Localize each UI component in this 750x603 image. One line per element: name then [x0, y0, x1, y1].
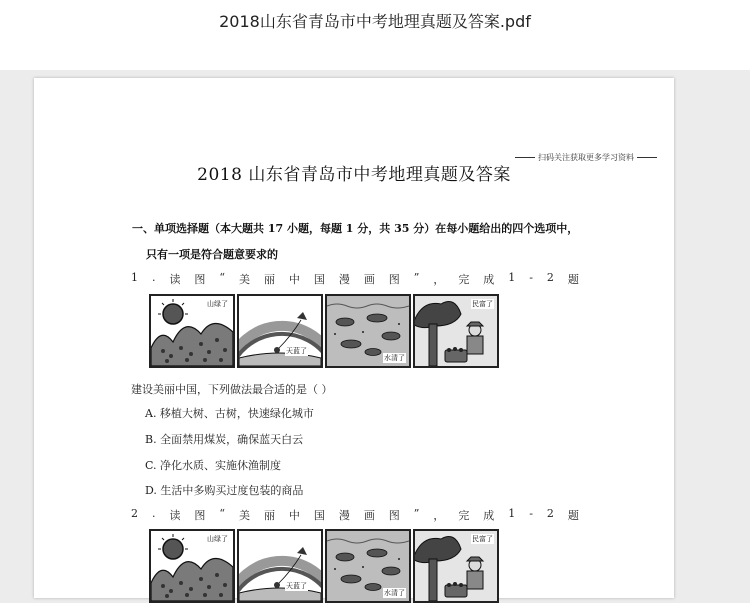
prompt-char: 2: [131, 507, 138, 520]
prompt-char: ”: [413, 271, 420, 284]
comic-caption: 水清了: [384, 354, 405, 362]
prompt-char: “: [219, 507, 225, 520]
comic-caption: 山绿了: [207, 300, 228, 308]
prompt-char: 成: [483, 273, 495, 286]
prompt-char: 画: [363, 273, 375, 286]
prompt-char: 美: [238, 509, 250, 522]
prompt-char: 读: [169, 509, 181, 522]
prompt-char: 美: [238, 273, 250, 286]
viewer-header: [0, 0, 750, 70]
comic-panel: [325, 294, 411, 368]
prompt-char: 丽: [263, 273, 275, 286]
section-heading-continued: 只有一项是符合题意要求的: [146, 248, 278, 261]
section-heading: 一、单项选择题（本大题共 17 小题，每题 1 分，共 35 分）在每小题给出的四个选项中，: [132, 222, 579, 235]
option-c: C. 净化水质、实施休渔制度: [145, 459, 282, 472]
prompt-char: “: [219, 271, 225, 284]
prompt-char: ，: [433, 273, 445, 286]
comic-strip-2: [149, 529, 499, 603]
prompt-char: -: [529, 271, 533, 284]
prompt-char: 国: [313, 273, 325, 286]
comic-caption: 水清了: [384, 589, 405, 597]
comic-caption: 民富了: [472, 300, 493, 308]
option-a: A. 移植大树、古树，快速绿化城市: [145, 407, 314, 420]
prompt-char: .: [151, 507, 156, 520]
prompt-char: 图: [194, 273, 206, 286]
comic-panel: [413, 529, 499, 603]
prompt-char: 1: [131, 271, 138, 284]
prompt-char: 漫: [338, 509, 350, 522]
prompt-char: 题: [567, 509, 579, 522]
prompt-char: ，: [433, 509, 445, 522]
prompt-char: 中: [288, 273, 300, 286]
document-title: 2018 山东省青岛市中考地理真题及答案: [197, 165, 511, 185]
prompt-char: 图: [388, 509, 400, 522]
prompt-char: 图: [388, 273, 400, 286]
prompt-char: 图: [194, 509, 206, 522]
prompt-char: 2: [546, 507, 554, 520]
prompt-char: 读: [169, 273, 181, 286]
comic-caption: 民富了: [472, 535, 493, 543]
prompt-char: 题: [567, 273, 579, 286]
prompt-char: 2: [546, 271, 554, 284]
prompt-char: 漫: [338, 273, 350, 286]
prompt-char: 丽: [263, 509, 275, 522]
question-stem: 建设美丽中国，下列做法最合适的是（ ）: [131, 383, 333, 396]
option-d: D. 生活中多购买过度包装的商品: [145, 484, 304, 497]
pdf-page: [34, 78, 674, 598]
prompt-char: ”: [413, 507, 420, 520]
comic-panel: [237, 529, 323, 603]
comic-panel: [149, 529, 235, 603]
prompt-char: 国: [313, 509, 325, 522]
comic-panel: [325, 529, 411, 603]
comic-panel: [413, 294, 499, 368]
comic-caption: 天蓝了: [286, 582, 307, 590]
prompt-char: 画: [363, 509, 375, 522]
comic-caption: 天蓝了: [286, 347, 307, 355]
prompt-char: -: [529, 507, 533, 520]
comic-caption: 山绿了: [207, 535, 228, 543]
rainbow-kite-illustration: [239, 296, 321, 366]
rainbow-kite-illustration: [239, 531, 321, 601]
comic-panel: [149, 294, 235, 368]
file-title: 2018山东省青岛市中考地理真题及答案.pdf: [219, 12, 531, 31]
comic-strip-1: [149, 294, 499, 368]
prompt-char: 中: [288, 509, 300, 522]
prompt-char: 1: [508, 507, 516, 520]
option-b: B. 全面禁用煤炭，确保蓝天白云: [145, 433, 304, 446]
comic-panel: [237, 294, 323, 368]
prompt-char: 1: [508, 271, 516, 284]
question-1-prompt: [131, 271, 579, 287]
qr-note-text: 扫码关注获取更多学习资料: [538, 153, 634, 162]
prompt-char: 完: [458, 273, 470, 286]
prompt-char: 成: [483, 509, 495, 522]
prompt-char: .: [151, 271, 156, 284]
prompt-char: 完: [458, 509, 470, 522]
question-2-prompt: [131, 507, 579, 523]
